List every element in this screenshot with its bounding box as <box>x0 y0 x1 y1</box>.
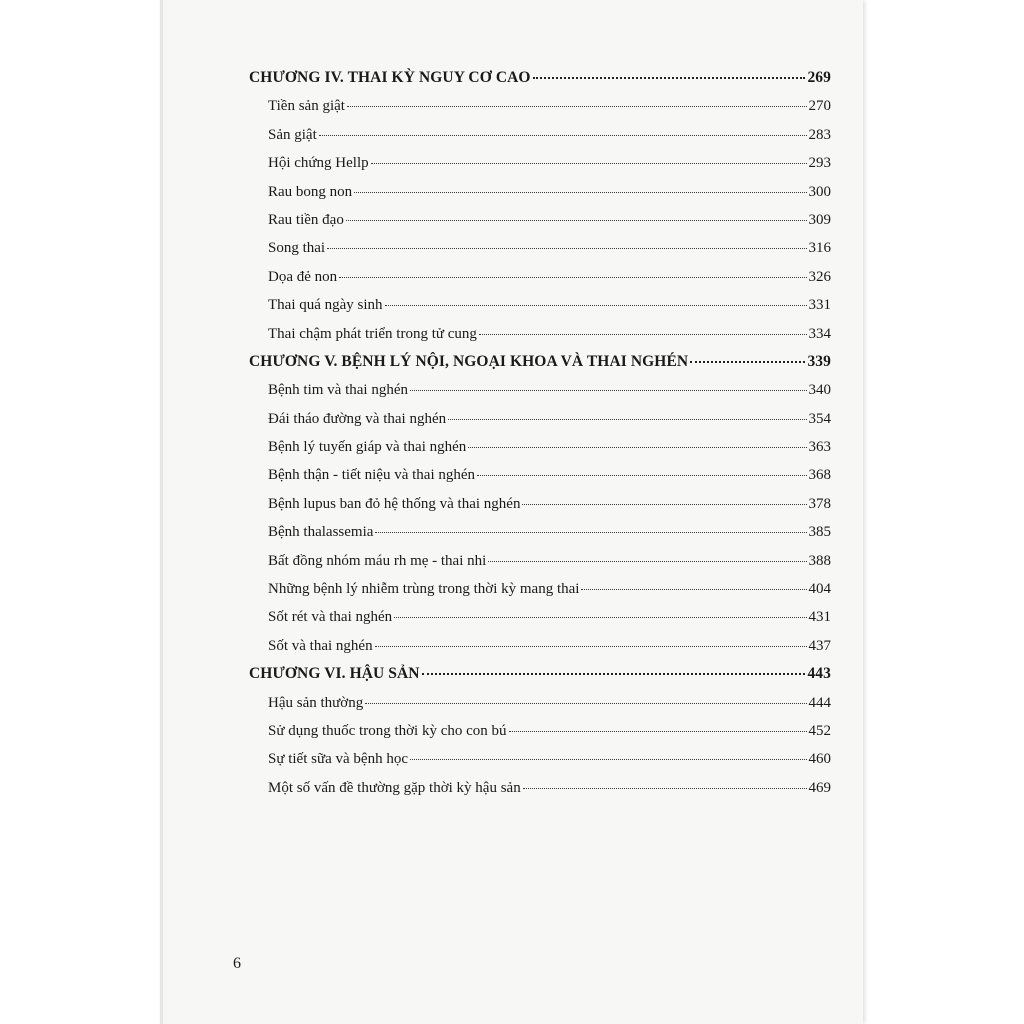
toc-chapter-row <box>249 64 831 92</box>
dot-leader <box>477 474 806 476</box>
table-of-contents <box>249 64 831 802</box>
dot-leader <box>354 191 806 193</box>
entry-title: Song thai <box>268 240 326 257</box>
toc-entry-row <box>249 149 831 177</box>
toc-page-ref: 283 <box>808 126 831 143</box>
toc-page-ref: 368 <box>808 467 831 484</box>
toc-entry-row <box>249 490 831 518</box>
toc-entry-row <box>249 518 831 546</box>
entry-title: Bệnh lupus ban đỏ hệ thống và thai nghén <box>268 495 521 512</box>
chapter-title: CHƯƠNG VI. HẬU SẢN <box>249 665 420 683</box>
dot-leader <box>347 105 807 107</box>
entry-title: Hội chứng Hellp <box>268 155 369 172</box>
toc-page-ref: 437 <box>808 637 831 654</box>
dot-leader <box>522 503 806 505</box>
dot-leader <box>371 162 807 164</box>
dot-leader <box>394 616 806 618</box>
entry-title: Bệnh lý tuyến giáp và thai nghén <box>268 439 467 456</box>
toc-page-ref: 309 <box>808 211 831 228</box>
dot-leader <box>488 560 806 562</box>
entry-title: Những bệnh lý nhiễm trùng trong thời kỳ mang thai <box>268 581 580 598</box>
entry-title: Thai quá ngày sinh <box>268 297 383 314</box>
toc-entry-row <box>249 461 831 489</box>
toc-entry-row <box>249 547 831 575</box>
toc-entry-row <box>249 206 831 234</box>
toc-entry-row <box>249 717 831 745</box>
toc-entry-row <box>249 234 831 262</box>
entry-title: Hậu sản thường <box>268 694 364 711</box>
toc-entry-row <box>249 603 831 631</box>
toc-entry-row <box>249 689 831 717</box>
toc-entry-row <box>249 745 831 773</box>
chapter-title: CHƯƠNG IV. THAI KỲ NGUY CƠ CAO <box>249 69 531 86</box>
dot-leader <box>410 758 807 760</box>
toc-entry-row <box>249 121 831 149</box>
dot-leader <box>422 672 806 675</box>
toc-page-ref: 378 <box>808 495 831 512</box>
dot-leader <box>327 247 806 249</box>
entry-title: Sản giật <box>268 126 317 143</box>
chapter-title: CHƯƠNG V. BỆNH LÝ NỘI, NGOẠI KHOA VÀ THAI NGHÉN <box>249 352 689 370</box>
toc-page-ref: 334 <box>808 325 831 342</box>
toc-page-ref: 293 <box>808 155 831 172</box>
dot-leader <box>319 134 807 136</box>
dot-leader <box>479 333 807 335</box>
toc-page-ref: 340 <box>808 382 831 399</box>
dot-leader <box>690 360 805 363</box>
toc-page-ref: 385 <box>808 524 831 541</box>
toc-page-ref: 363 <box>808 439 831 456</box>
toc-page-ref: 452 <box>808 722 831 739</box>
toc-page-ref: 331 <box>808 297 831 314</box>
entry-title: Bệnh thalassemia <box>268 524 374 541</box>
dot-leader <box>410 389 807 391</box>
dot-leader <box>346 219 807 221</box>
entry-title: Thai chậm phát triển trong tử cung <box>268 325 477 342</box>
entry-title: Sốt và thai nghén <box>268 637 373 654</box>
toc-entry-row <box>249 291 831 319</box>
page-edge <box>160 0 163 1024</box>
toc-page-ref: 269 <box>807 69 831 86</box>
toc-page-ref: 444 <box>808 694 831 711</box>
entry-title: Rau tiền đạo <box>268 211 344 228</box>
toc-entry-row <box>249 405 831 433</box>
dot-leader <box>509 730 807 732</box>
toc-page-ref: 404 <box>808 581 831 598</box>
page-number: 6 <box>233 955 241 972</box>
entry-title: Bất đồng nhóm máu rh mẹ - thai nhi <box>268 552 487 569</box>
dot-leader <box>365 702 806 704</box>
toc-page-ref: 326 <box>808 268 831 285</box>
entry-title: Đái tháo đường và thai nghén <box>268 410 447 427</box>
entry-title: Sự tiết sữa và bệnh học <box>268 751 408 768</box>
entry-title: Bệnh thận - tiết niệu và thai nghén <box>268 467 476 484</box>
entry-title: Sốt rét và thai nghén <box>268 609 393 626</box>
toc-entry-row <box>249 632 831 660</box>
toc-chapter-row <box>249 660 831 688</box>
dot-leader <box>581 588 806 590</box>
toc-entry-row <box>249 575 831 603</box>
toc-entry-row <box>249 92 831 120</box>
toc-page-ref: 443 <box>807 665 831 683</box>
toc-page-ref: 339 <box>807 352 831 370</box>
toc-entry-row <box>249 433 831 461</box>
toc-entry-row <box>249 376 831 404</box>
toc-chapter-row <box>249 348 831 376</box>
toc-entry-row <box>249 178 831 206</box>
toc-entry-row <box>249 320 831 348</box>
toc-page-ref: 300 <box>808 183 831 200</box>
toc-entry-row <box>249 774 831 802</box>
toc-page-ref: 469 <box>808 779 831 796</box>
toc-entry-row <box>249 263 831 291</box>
dot-leader <box>375 645 807 647</box>
entry-title: Rau bong non <box>268 183 353 200</box>
toc-page-ref: 270 <box>808 98 831 115</box>
toc-page-ref: 431 <box>808 609 831 626</box>
dot-leader <box>523 787 807 789</box>
dot-leader <box>448 418 806 420</box>
toc-page-ref: 388 <box>808 552 831 569</box>
toc-page-ref: 354 <box>808 410 831 427</box>
toc-page-ref: 316 <box>808 240 831 257</box>
entry-title: Tiền sản giật <box>268 98 345 115</box>
dot-leader <box>468 446 806 448</box>
entry-title: Sử dụng thuốc trong thời kỳ cho con bú <box>268 722 507 739</box>
dot-leader <box>533 76 806 79</box>
dot-leader <box>375 531 806 533</box>
entry-title: Bệnh tim và thai nghén <box>268 382 408 399</box>
entry-title: Một số vấn đề thường gặp thời kỳ hậu sản <box>268 779 521 796</box>
dot-leader <box>385 304 807 306</box>
entry-title: Dọa đẻ non <box>268 268 338 285</box>
toc-page-ref: 460 <box>808 751 831 768</box>
dot-leader <box>339 276 806 278</box>
